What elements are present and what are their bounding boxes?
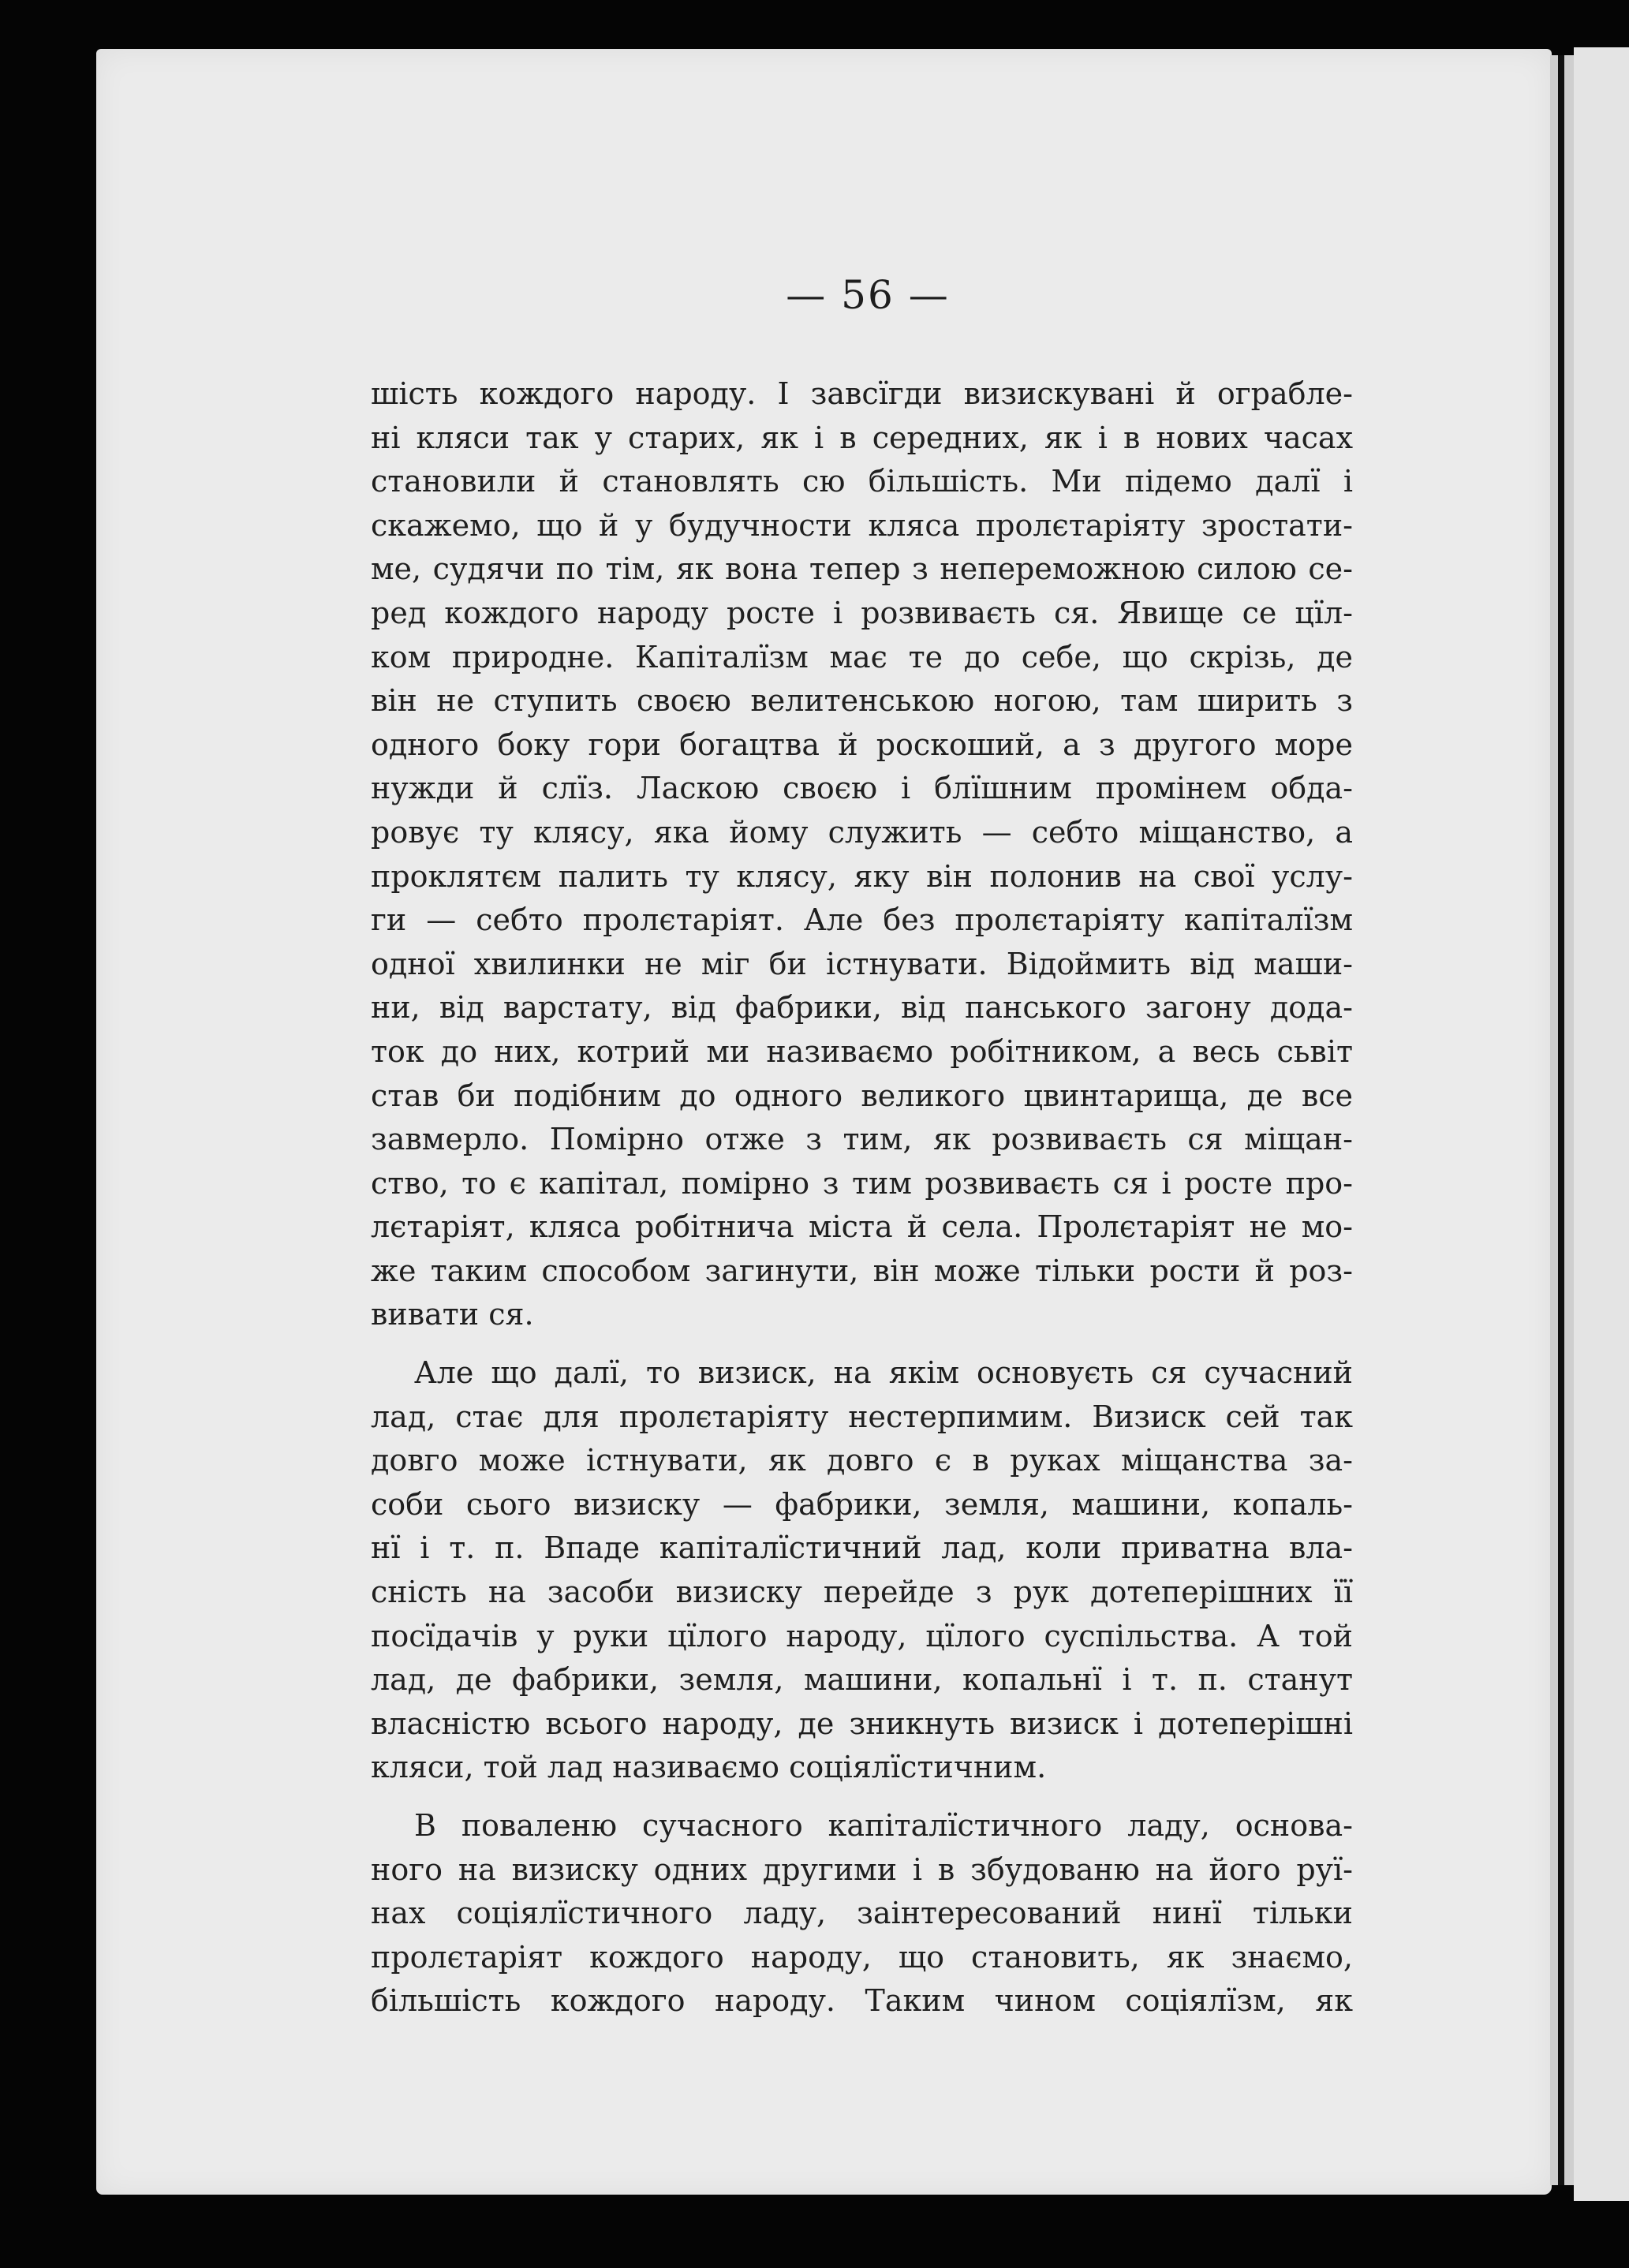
page-number: — 56 — xyxy=(786,272,950,318)
text-line: ни, від варстату, від фабрики, від панського загону дода- xyxy=(371,990,1353,1026)
text-line: вивати ся. xyxy=(371,1297,534,1332)
text-line: ство, то є капітал, помірно з тим розвиваєть ся і росте про- xyxy=(371,1165,1353,1201)
text-line: В поваленю сучасного капіталїстичного ладу, основа- xyxy=(414,1808,1353,1843)
paragraph-gap xyxy=(371,1790,1353,1804)
body-text xyxy=(371,372,1353,2023)
text-line: ровує ту клясу, яка йому служить — себто міщанство, а xyxy=(371,814,1353,850)
text-line: шість кождого народу. І завсїгди визискувані й ограбле- xyxy=(371,376,1353,411)
text-line: ме, судячи по тім, як вона тепер з непереможною силою се- xyxy=(371,551,1353,587)
text-line: лад, стає для пролєтаріяту нестерпимим. Визиск сей так xyxy=(371,1399,1353,1434)
page-gutter-line xyxy=(1558,55,1564,2185)
text-line: ред кождого народу росте і розвиваєть ся. Явище се цїл- xyxy=(371,595,1353,630)
text-line: посїдачів у руки цїлого народу, цїлого суспільства. А той xyxy=(371,1618,1353,1653)
text-line: одного боку гори богацтва й роскоший, а з другого море xyxy=(371,727,1353,762)
text-line: ного на визиску одних другими і в збудованю на його руї- xyxy=(371,1851,1353,1887)
paragraph xyxy=(371,1804,1353,2023)
text-line: нужди й слїз. Ласкою своєю і блїшним промінем обда- xyxy=(371,771,1353,806)
text-line: ком природне. Капіталїзм має те до себе, що скрізь, де xyxy=(371,639,1353,674)
paragraph xyxy=(371,372,1353,1337)
text-line: проклятєм палить ту клясу, яку він полонив на свої услу- xyxy=(371,858,1353,894)
text-line: лєтаріят, кляса робітнича міста й села. Пролєтаріят не мо- xyxy=(371,1209,1353,1245)
text-line: же таким способом загинути, він може тільки рости й роз- xyxy=(371,1253,1353,1288)
text-line: ток до них, котрий ми називаємо робітником, а весь сьвіт xyxy=(371,1033,1353,1069)
text-line: ні кляси так у старих, як і в середних, як і в нових часах xyxy=(371,420,1353,455)
text-line: пролєтаріят кождого народу, що становить, як знаємо, xyxy=(371,1939,1353,1975)
text-line: кляси, той лад називаємо соціялїстичним. xyxy=(371,1750,1047,1785)
text-line: Але що далї, то визиск, на якім основуєть ся сучасний xyxy=(414,1355,1353,1391)
text-line: скажемо, що й у будучности кляса пролєтаріяту зростати- xyxy=(371,507,1353,543)
text-line: сність на засоби визиску перейде з рук дотеперішних її xyxy=(371,1575,1353,1610)
text-line: завмерло. Помірно отже з тим, як розвиваєть ся міщан- xyxy=(371,1122,1353,1157)
text-line: одної хвилинки не міг би істнувати. Відоймить від маши- xyxy=(371,946,1353,981)
text-line: нах соціялїстичного ладу, заінтересований нинї тільки xyxy=(371,1896,1353,1931)
text-line: становили й становлять сю більшість. Ми підемо далї і xyxy=(371,464,1353,499)
text-line: довго може істнувати, як довго є в руках міщанства за- xyxy=(371,1443,1353,1478)
adjacent-page-strip xyxy=(1574,47,1629,2201)
text-line: ги — себто пролєтаріят. Але без пролєтаріяту капіталїзм xyxy=(371,902,1353,938)
text-line: він не ступить своєю велитенською ногою, там ширить з xyxy=(371,683,1353,719)
text-line: нї і т. п. Впаде капіталїстичний лад, коли приватна вла- xyxy=(371,1530,1353,1566)
text-line: соби сього визиску — фабрики, земля, машини, копаль- xyxy=(371,1486,1353,1522)
text-line: став би подібним до одного великого цвинтарища, де все xyxy=(371,1078,1353,1113)
text-line: лад, де фабрики, земля, машини, копальнї і т. п. станут xyxy=(371,1662,1353,1698)
paragraph-gap xyxy=(371,1337,1353,1351)
paragraph xyxy=(371,1351,1353,1790)
text-line: власністю всього народу, де зникнуть визиск і дотеперішні xyxy=(371,1706,1353,1741)
text-line: більшість кождого народу. Таким чином соціялїзм, як xyxy=(371,1983,1353,2019)
